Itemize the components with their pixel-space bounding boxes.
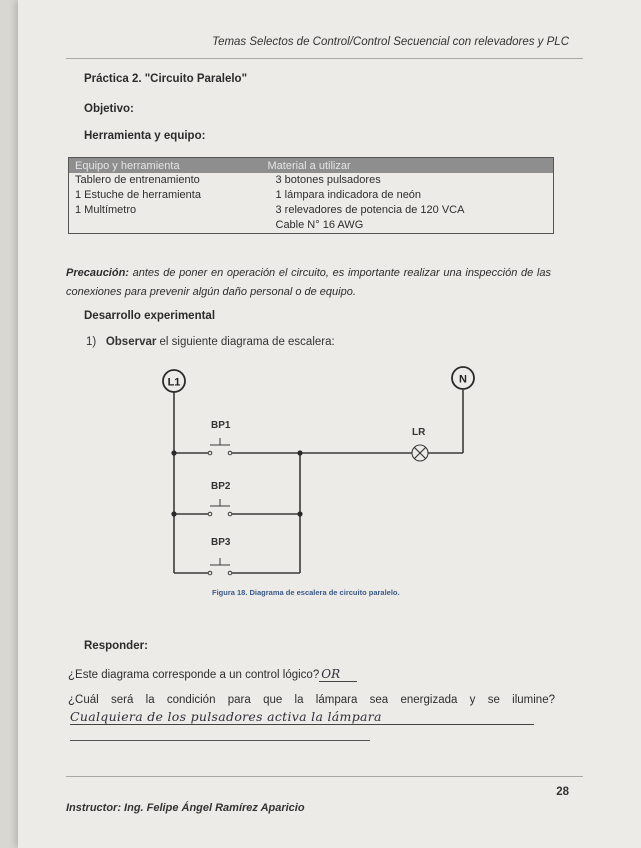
step-text: el siguiente diagrama de escalera: xyxy=(156,336,335,348)
pushbutton-bp2 xyxy=(208,499,232,516)
n-terminal xyxy=(452,367,474,389)
table-cell: 1 Multímetro xyxy=(75,204,137,216)
lamp-icon xyxy=(412,445,428,461)
junction-dot xyxy=(171,450,176,455)
bp3-label: BP3 xyxy=(211,537,231,548)
lamp-label: LR xyxy=(412,427,426,438)
step-number: 1) xyxy=(86,336,97,348)
question-2-text: ¿Cuál será la condición para que la lámpara sea energizada y se ilumine? xyxy=(68,694,555,706)
header-title: Temas Selectos de Control/Control Secuencial con relevadores y PLC xyxy=(212,36,569,48)
pushbutton-bp1 xyxy=(208,438,232,455)
pushbutton-bp3 xyxy=(208,558,232,575)
footer-divider xyxy=(66,776,583,777)
answer-label: Responder: xyxy=(84,640,148,652)
junction-dot xyxy=(297,450,302,455)
bp1-label: BP1 xyxy=(211,420,231,431)
junction-dot xyxy=(297,511,302,516)
question-1 xyxy=(68,667,357,682)
practice-title: Práctica 2. "Circuito Paralelo" xyxy=(84,73,248,85)
development-label: Desarrollo experimental xyxy=(84,310,216,322)
table-cell: 3 botones pulsadores xyxy=(275,174,381,186)
l1-terminal xyxy=(163,370,185,392)
page-number: 28 xyxy=(556,786,569,798)
table-header-material: Material a utilizar xyxy=(262,158,554,174)
answer-1-field[interactable]: OR xyxy=(319,667,357,682)
objective-label: Objetivo: xyxy=(84,103,134,115)
l1-label: L1 xyxy=(167,376,181,389)
table-header-equipment: Equipo y herramienta xyxy=(69,158,262,174)
table-cell: 1 lámpara indicadora de neón xyxy=(275,189,422,201)
bp2-label: BP2 xyxy=(211,481,231,492)
tools-label: Herramienta y equipo: xyxy=(84,130,206,142)
question-1-text: ¿Este diagrama corresponde a un control lógico? xyxy=(68,669,320,681)
precaution-label: Precaución: xyxy=(66,267,129,279)
junction-dot xyxy=(171,511,176,516)
instructor-footer: Instructor: Ing. Felipe Ángel Ramírez Aparicio xyxy=(66,802,305,814)
answer-2-field[interactable]: Cualquiera de los pulsadores activa la lámpara xyxy=(70,709,534,725)
n-label: N xyxy=(459,373,467,386)
answer-2-blank-line[interactable] xyxy=(70,740,370,741)
table-cell: Cable N° 16 AWG xyxy=(275,219,364,231)
table-cell: 3 relevadores de potencia de 120 VCA xyxy=(275,204,465,216)
step-verb: Observar xyxy=(105,336,157,348)
figure-caption: Figura 18. Diagrama de escalera de circuito paralelo. xyxy=(212,588,400,597)
table-cell: 1 Estuche de herramienta xyxy=(75,189,201,201)
precaution-text: antes de poner en operación el circuito, es importante realizar una inspección de las conexiones para prevenir algún daño personal o de equipo. xyxy=(66,267,551,298)
table-cell: Tablero de entrenamiento xyxy=(75,174,200,186)
